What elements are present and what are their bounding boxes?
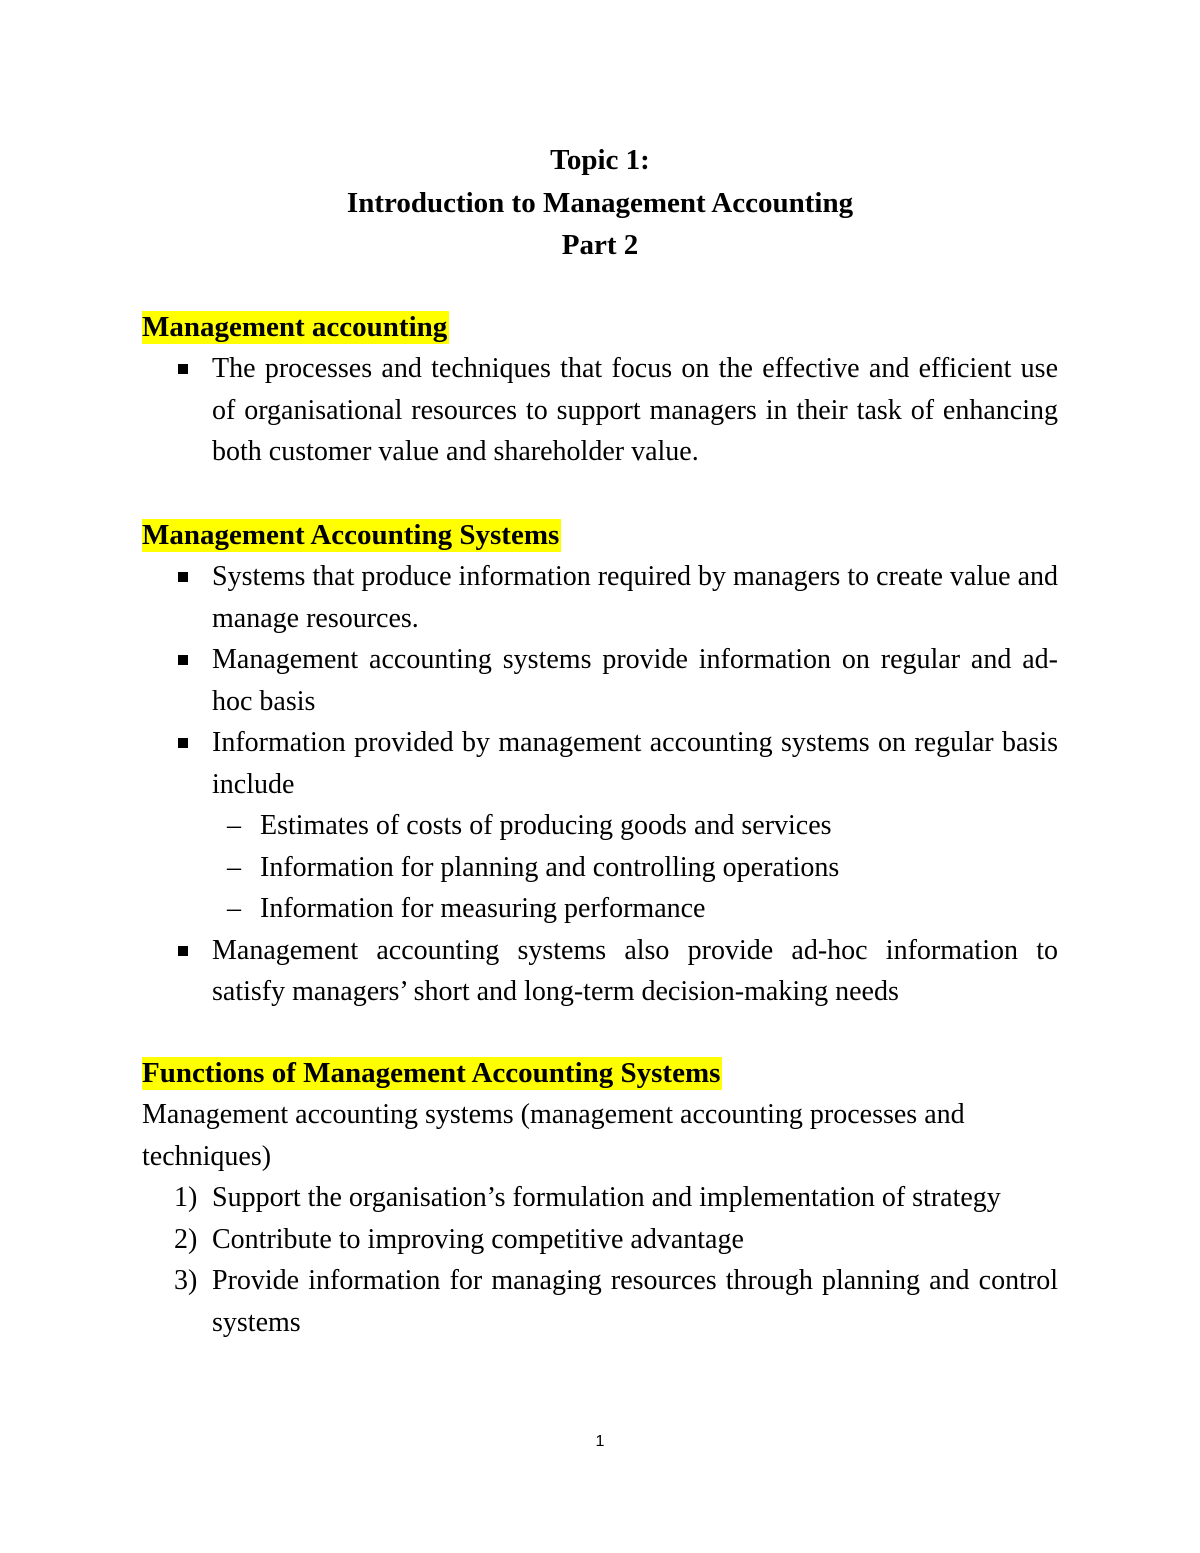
list-item-text: Management accounting systems also provide ad-hoc information to satisfy managers’ short and long-term decision-making needs	[212, 934, 1058, 1007]
bullet-list	[142, 556, 1058, 805]
section-heading-functions	[142, 1055, 722, 1091]
list-number: 3)	[174, 1265, 198, 1296]
list-item-text: Information provided by management accounting systems on regular basis include	[212, 727, 1058, 800]
dash-marker: –	[227, 851, 241, 883]
dash-marker: –	[227, 810, 241, 841]
highlighted-heading-text: Management accounting	[142, 311, 448, 343]
square-bullet-icon	[178, 738, 188, 748]
sub-list-item	[142, 847, 1058, 889]
list-item	[142, 1260, 1058, 1343]
highlighted-heading-text: Management Accounting Systems	[142, 519, 560, 551]
sub-list-item-text: Information for planning and controlling operations	[260, 851, 840, 883]
list-item-text: Systems that produce information required by managers to create value and manage resources.	[212, 561, 1058, 634]
list-item-text: Contribute to improving competitive advantage	[212, 1223, 744, 1255]
sub-list-item-text: Information for measuring performance	[260, 893, 706, 924]
list-number: 2)	[174, 1223, 198, 1255]
section-heading-management-accounting	[142, 309, 449, 345]
section-1-body	[142, 348, 1058, 473]
page-number: 1	[595, 1433, 605, 1450]
bullet-list	[142, 930, 1058, 1013]
list-item-text: Management accounting systems provide information on regular and ad-hoc basis	[212, 644, 1058, 717]
list-item	[142, 348, 1058, 473]
list-item-text: Provide information for managing resources through planning and control systems	[212, 1265, 1058, 1338]
list-item	[142, 639, 1058, 722]
square-bullet-icon	[178, 572, 188, 582]
list-item	[142, 1177, 1058, 1219]
section-heading-management-accounting-systems	[142, 517, 561, 553]
section-3-body	[142, 1094, 1058, 1343]
square-bullet-icon	[178, 946, 188, 956]
list-item	[142, 1219, 1058, 1261]
section-intro-paragraph: Management accounting systems (management accounting processes and techniques)	[142, 1099, 965, 1172]
list-item-text: Support the organisation’s formulation and implementation of strategy	[212, 1182, 1001, 1213]
highlighted-heading-text: Functions of Management Accounting Systems	[142, 1057, 721, 1089]
sub-list-item-text: Estimates of costs of producing goods and services	[260, 810, 832, 841]
sub-list-item	[142, 805, 1058, 847]
list-item-text: The processes and techniques that focus on the effective and efficient use of organisational resources to support managers in their task of enhancing both customer value and shareholder value.	[212, 353, 1058, 467]
square-bullet-icon	[178, 364, 188, 374]
list-number: 1)	[174, 1182, 198, 1213]
list-item	[142, 722, 1058, 805]
dash-marker: –	[227, 893, 241, 924]
square-bullet-icon	[178, 655, 188, 665]
title-topic: Topic 1:	[550, 144, 650, 176]
sub-list-item	[142, 888, 1058, 930]
list-item	[142, 930, 1058, 1013]
numbered-list	[142, 1177, 1058, 1343]
sub-list	[142, 805, 1058, 930]
section-2-body	[142, 556, 1058, 1013]
title-main: Introduction to Management Accounting	[346, 187, 854, 219]
list-item	[142, 556, 1058, 639]
bullet-list	[142, 348, 1058, 473]
document-title	[0, 138, 1200, 267]
title-part: Part 2	[561, 229, 639, 261]
